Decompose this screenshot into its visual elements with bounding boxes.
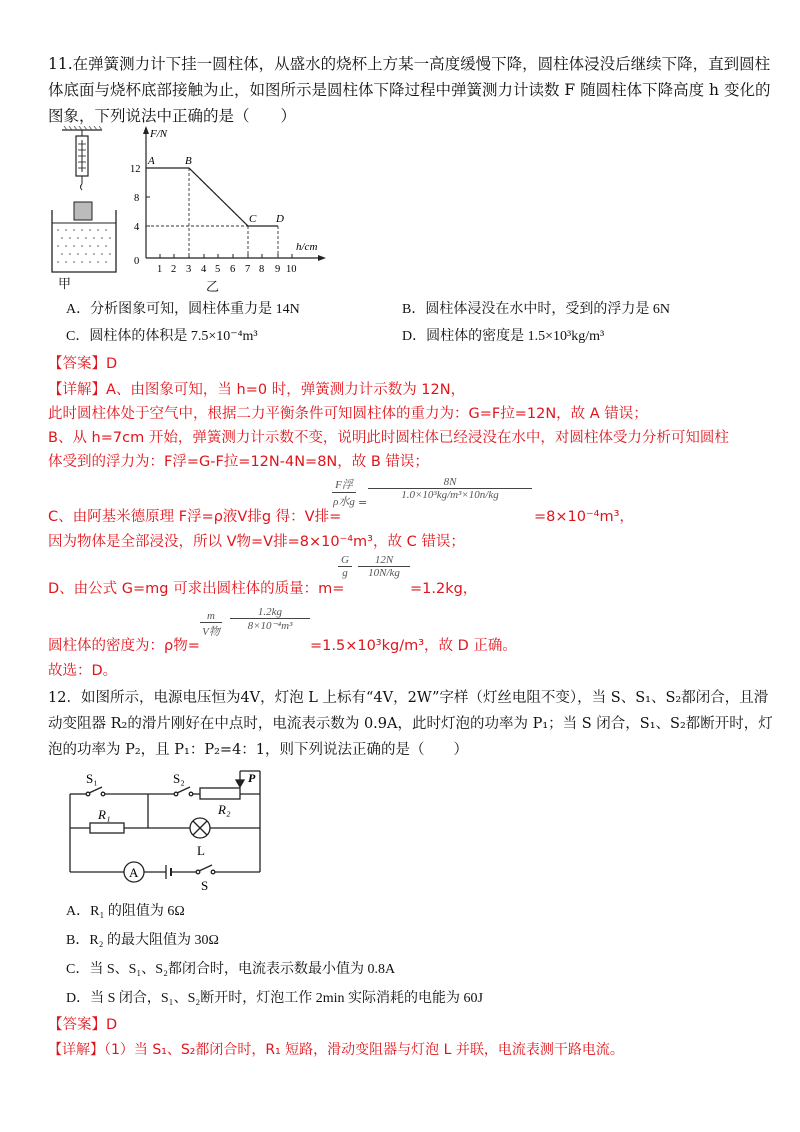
q11-detail-line6: 因为物体是全部浸没，所以 V物=V排=8×10⁻⁴m³，故 C 错误； [48, 534, 465, 550]
q11-detail-line1 [48, 378, 465, 399]
fraction-8n-over-density: 8N 1.0×10³kg/m³×10n/kg [368, 476, 532, 501]
label-p: P [248, 771, 256, 785]
q11-detail-line8: 圆柱体的密度为：ρ物= [48, 638, 200, 654]
q11-detail-line5-tail: =8×10⁻⁴m³， [534, 509, 634, 525]
ammeter-label: A [129, 865, 139, 880]
q11-answer [48, 352, 117, 373]
force-height-graph [128, 126, 338, 276]
answer-tag: 【答案】 [48, 1017, 106, 1033]
q12-stem-line3: 泡的功率为 P₂，且 P₁：P₂=4：1，则下列说法正确的是（ ） [48, 742, 469, 758]
x-tick-7: 7 [245, 264, 251, 275]
fraction-buoyancy-over-rho-g: F浮 ρ水g [333, 479, 355, 508]
fraction-g-over-g: G g [338, 554, 352, 579]
q11-detail-line8-tail: =1.5×10³kg/m³，故 D 正确。 [310, 638, 517, 654]
q11-option-a: A．分析图象可知，圆柱体重力是 14N [66, 302, 300, 317]
y-tick-4: 4 [134, 222, 140, 233]
fraction-12n-over-10nkg: 12N 10N/kg [358, 554, 410, 579]
figure-label-jia: 甲 [58, 277, 72, 292]
x-tick-10: 10 [286, 264, 297, 275]
figure-label-yi: 乙 [206, 280, 220, 295]
x-tick-9: 9 [275, 264, 281, 275]
answer-tag: 【答案】 [48, 356, 106, 372]
x-tick-8: 8 [259, 264, 265, 275]
label-s2: S₂ [173, 771, 185, 786]
fraction-m-over-v: m V物 [200, 610, 222, 639]
q12-detail-line1 [48, 1039, 624, 1059]
point-B-label: B [185, 155, 192, 167]
label-s: S [201, 878, 209, 892]
x-tick-4: 4 [201, 264, 207, 275]
point-C-label: C [249, 213, 257, 225]
y-axis-label: F/N [150, 128, 168, 140]
force-curve [146, 168, 278, 226]
q11-detail-line7-tail: =1.2kg， [410, 581, 478, 597]
x-tick-2: 2 [171, 264, 177, 275]
q11-detail-line5: C、由阿基米德原理 F浮=ρ液V排g 得：V排= [48, 509, 342, 525]
answer-value: D [106, 1017, 118, 1033]
y-tick-8: 8 [134, 193, 140, 204]
q12-option-d: D．当 S 闭合，S₁、S₂断开时，灯泡工作 2min 实际消耗的电能为 60J [66, 991, 483, 1006]
point-D-label: D [276, 213, 284, 225]
q11-detail-line4: 体受到的浮力为：F浮=G-F拉=12N-4N=8N，故 B 错误； [48, 454, 429, 470]
point-A-label: A [148, 155, 155, 167]
circuit-diagram [60, 766, 280, 892]
y-tick-0: 0 [134, 256, 140, 267]
x-tick-1: 1 [157, 264, 163, 275]
q11-detail-line9: 故选：D。 [48, 663, 118, 679]
label-r2: R₂ [218, 802, 231, 817]
q11-detail-line3: B、从 h=7cm 开始，弹簧测力计示数不变，说明此时圆柱体已经浸没在水中，对圆柱体受力分析可知圆柱 [48, 430, 729, 446]
q12-stem-line1: 12．如图所示，电源电压恒为4V，灯泡 L 上标有“4V，2W”字样（灯丝电阻不变），当 S、S₁、S₂都闭合，且滑 [48, 690, 769, 706]
q12-answer [48, 1013, 117, 1034]
q11-option-b: B．圆柱体浸没在水中时，受到的浮力是 6N [402, 302, 670, 317]
q11-stem-line3: 图象，下列说法中正确的是（ ） [48, 107, 297, 125]
detail-text: A、由图象可知，当 h=0 时，弹簧测力计示数为 12N， [106, 382, 466, 398]
x-axis-label: h/cm [296, 241, 318, 253]
detail-tag: 【详解】 [48, 382, 106, 398]
answer-value: D [106, 356, 118, 372]
q11-option-d: D．圆柱体的密度是 1.5×10³kg/m³ [402, 329, 605, 344]
q12-option-b: B．R₂ 的最大阻值为 30Ω [66, 933, 219, 948]
label-l: L [197, 843, 205, 858]
spring-scale-beaker-figure [48, 126, 128, 276]
q11-stem-line1: 11.在弹簧测力计下挂一圆柱体，从盛水的烧杯上方某一高度缓慢下降，圆柱体浸没后继续下降，直到圆柱 [48, 55, 771, 73]
detail-text: （1）当 S₁、S₂都闭合时，R₁ 短路，滑动变阻器与灯泡 L 并联，电流表测干路电流。 [104, 1042, 624, 1058]
q11-stem-line2: 体底面与烧杯底部接触为止，如图所示是圆柱体下降过程中弹簧测力计读数 F 随圆柱体下降高度 h 变化的 [48, 81, 771, 99]
q12-stem-line2: 动变阻器 R₂的滑片刚好在中点时，电流表示数为 0.9A，此时灯泡的功率为 P₁；当 S 闭合，S₁、S₂都断开时，灯 [48, 716, 773, 732]
x-tick-3: 3 [186, 264, 192, 275]
label-s1: S₁ [86, 771, 98, 786]
q12-option-c: C．当 S、S₁、S₂都闭合时，电流表示数最小值为 0.8A [66, 962, 396, 977]
detail-tag: 【详解】 [48, 1042, 104, 1058]
x-tick-5: 5 [215, 264, 221, 275]
y-tick-12: 12 [130, 164, 141, 175]
x-tick-6: 6 [230, 264, 236, 275]
q11-detail-line2: 此时圆柱体处于空气中，根据二力平衡条件可知圆柱体的重力为：G=F拉=12N，故 A 错误； [48, 406, 648, 422]
q11-option-c: C．圆柱体的体积是 7.5×10⁻⁴m³ [66, 329, 258, 344]
label-r1: R₁ [98, 807, 111, 822]
equals-sign: = [358, 496, 368, 509]
fraction-mass-over-volume: 1.2kg 8×10⁻⁴m³ [230, 606, 310, 632]
q12-option-a: A．R₁ 的阻值为 6Ω [66, 904, 185, 919]
q11-detail-line7: D、由公式 G=mg 可求出圆柱体的质量：m= [48, 581, 345, 597]
